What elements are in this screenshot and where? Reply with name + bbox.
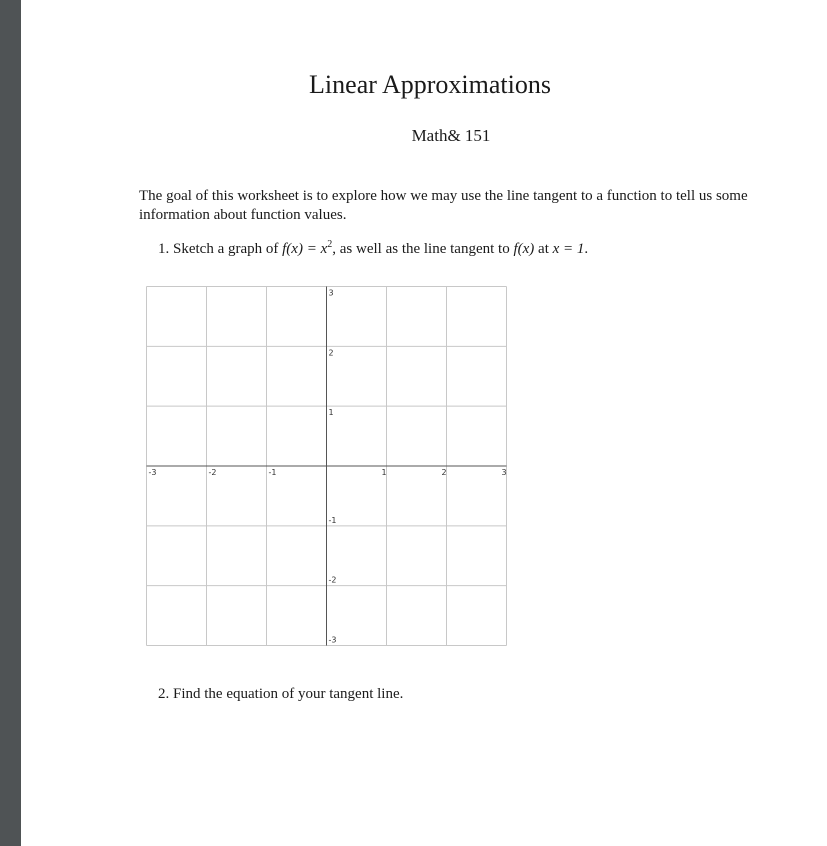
- x-tick-label: -1: [268, 468, 277, 477]
- y-tick-label: -1: [328, 515, 337, 525]
- question-text: Sketch a graph of: [173, 241, 283, 257]
- viewer-sidebar: [0, 0, 21, 846]
- y-tick-label: -2: [328, 575, 337, 585]
- math-exponent: 2: [327, 239, 333, 250]
- math-expression: f(x): [513, 241, 535, 257]
- question-2: [158, 686, 403, 703]
- question-text: .: [584, 241, 589, 257]
- math-expression: x = 1: [552, 241, 585, 257]
- intro-paragraph: The goal of this worksheet is to explore how we may use the line tangent to a function to tell us some information about function values.: [139, 188, 748, 223]
- y-tick-label: 1: [328, 408, 334, 418]
- course-subtitle: Math& 151: [411, 126, 491, 145]
- y-tick-label: -3: [328, 635, 337, 645]
- x-tick-label: -2: [208, 468, 217, 477]
- x-tick-label: -3: [148, 468, 157, 477]
- math-expression: f(x) = x: [282, 241, 328, 257]
- question-number: 2.: [158, 686, 170, 702]
- document-page: [21, 0, 827, 846]
- grid-svg: [146, 286, 508, 646]
- question-text: Find the equation of your tangent line.: [173, 686, 404, 702]
- coordinate-grid: [146, 286, 508, 646]
- page-title: Linear Approximations: [309, 70, 551, 99]
- x-tick-label: 3: [501, 468, 507, 477]
- question-text: at: [534, 241, 553, 257]
- x-tick-label: 2: [441, 468, 447, 477]
- question-text: , as well as the line tangent to: [332, 241, 514, 257]
- question-1: [158, 239, 588, 258]
- x-tick-label: 1: [381, 468, 387, 477]
- y-tick-label: 3: [328, 288, 334, 298]
- question-number: 1.: [158, 241, 170, 257]
- y-tick-label: 2: [328, 348, 334, 358]
